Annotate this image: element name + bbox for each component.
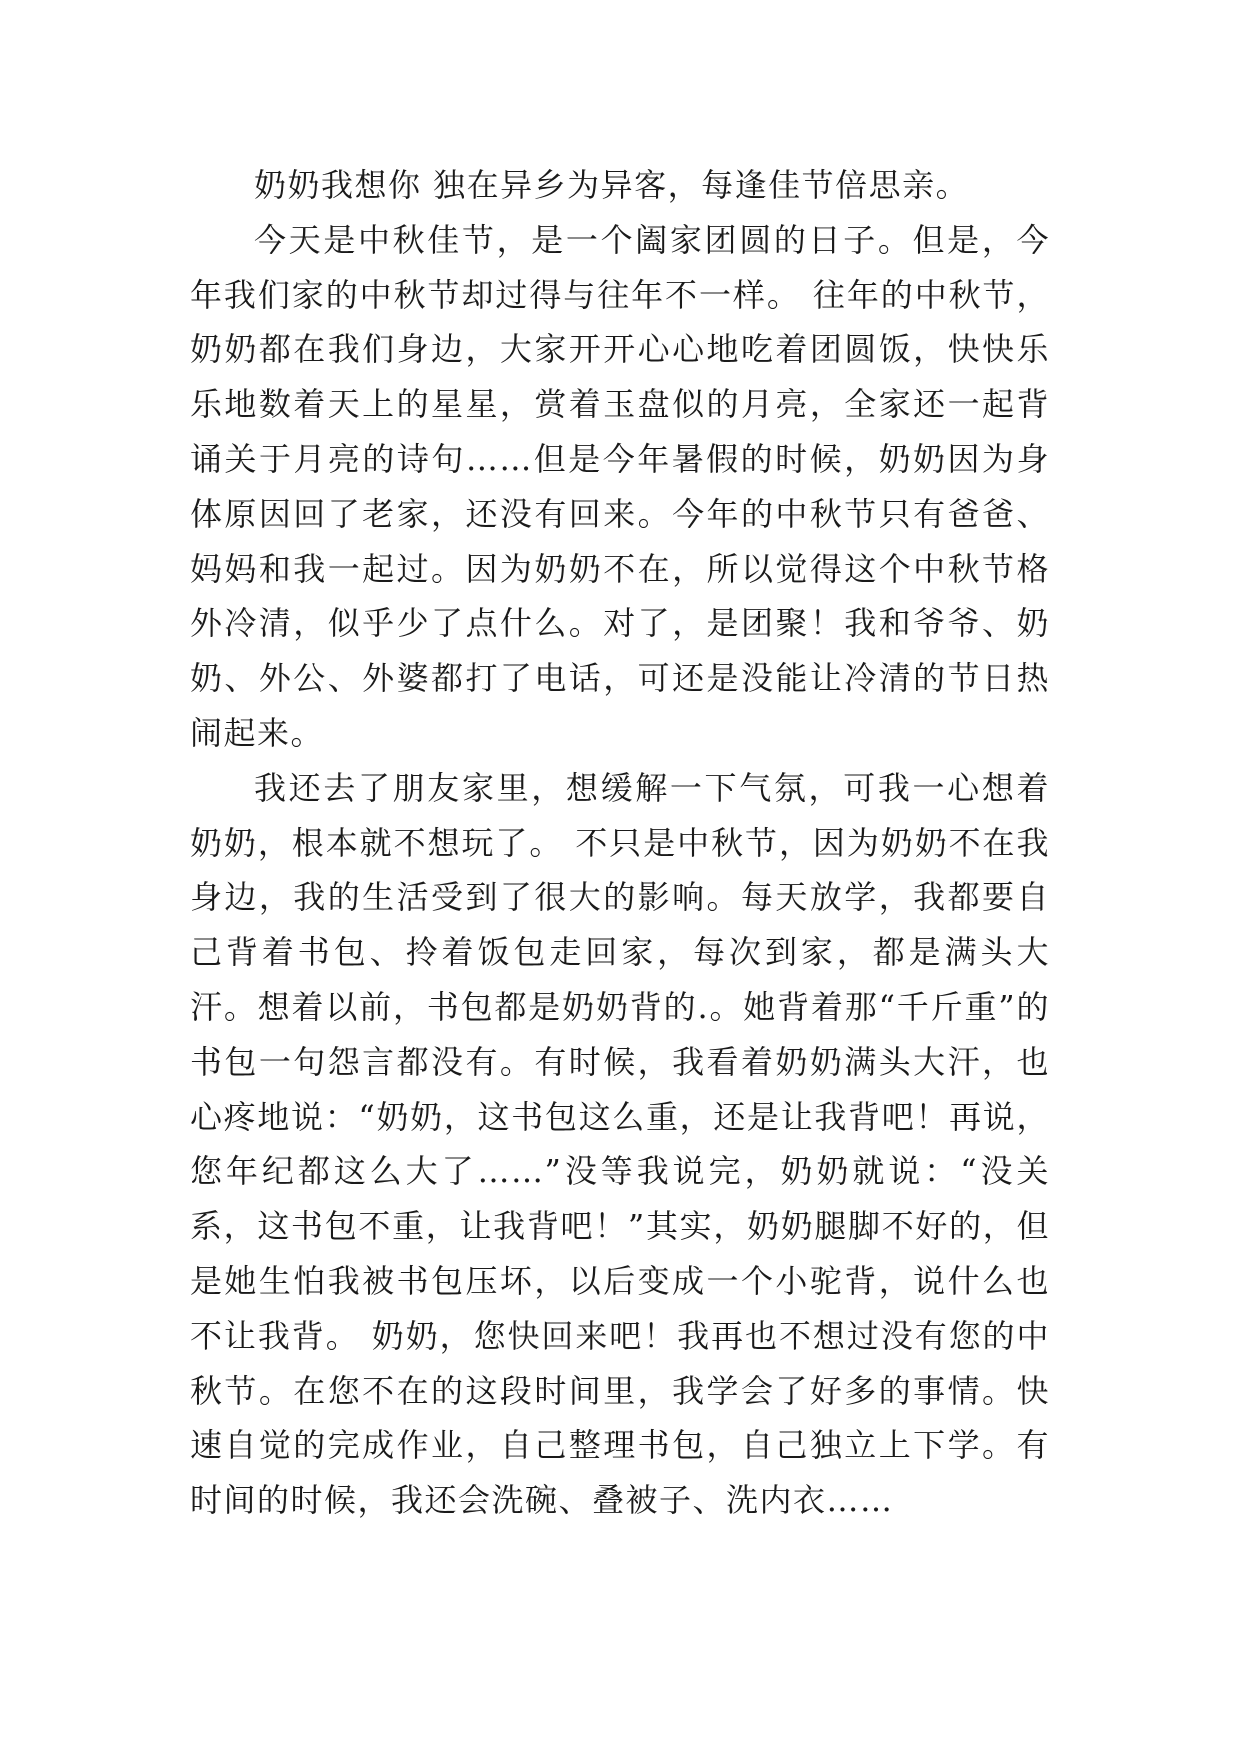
document-body: [190, 158, 1050, 1528]
document-title-line: 奶奶我想你 独在异乡为异客，每逢佳节倍思亲。: [254, 166, 970, 204]
paragraph-mid-autumn: 今天是中秋佳节，是一个阖家团圆的日子。但是，今年我们家的中秋节却过得与往年不一样。 往年的中秋节，奶奶都在我们身边，大家开开心心地吃着团圆饭，快快乐乐地数着天上的星星，赏着玉盘似的月亮，全家还一起背诵关于月亮的诗句……但是今年暑假的时候，奶奶因为身体原因回了老家，还没有回来。今年的中秋节只有爸爸、妈妈和我一起过。因为奶奶不在，所以觉得这个中秋节格外冷清，似乎少了点什么。对了，是团聚！我和爷爷、奶奶、外公、外婆都打了电话，可还是没能让冷清的节日热闹起来。: [190, 220, 1050, 752]
paragraph-missing-grandma: 我还去了朋友家里，想缓解一下气氛，可我一心想着奶奶，根本就不想玩了。 不只是中秋节，因为奶奶不在我身边，我的生活受到了很大的影响。每天放学，我都要自己背着书包、拎着饭包走回家，每次到家，都是满头大汗。想着以前，书包都是奶奶背的.。她背着那“千斤重”的书包一句怨言都没有。有时候，我看着奶奶满头大汗，也心疼地说：“奶奶，这书包这么重，还是让我背吧！再说，您年纪都这么大了……”没等我说完，奶奶就说：“没关系，这书包不重，让我背吧！”其实，奶奶腿脚不好的，但是她生怕我被书包压坏，以后变成一个小驼背，说什么也不让我背。 奶奶，您快回来吧！我再也不想过没有您的中秋节。在您不在的这段时间里，我学会了好多的事情。快速自觉的完成作业，自己整理书包，自己独立上下学。有时间的时候，我还会洗碗、叠被子、洗内衣……: [190, 768, 1050, 1520]
